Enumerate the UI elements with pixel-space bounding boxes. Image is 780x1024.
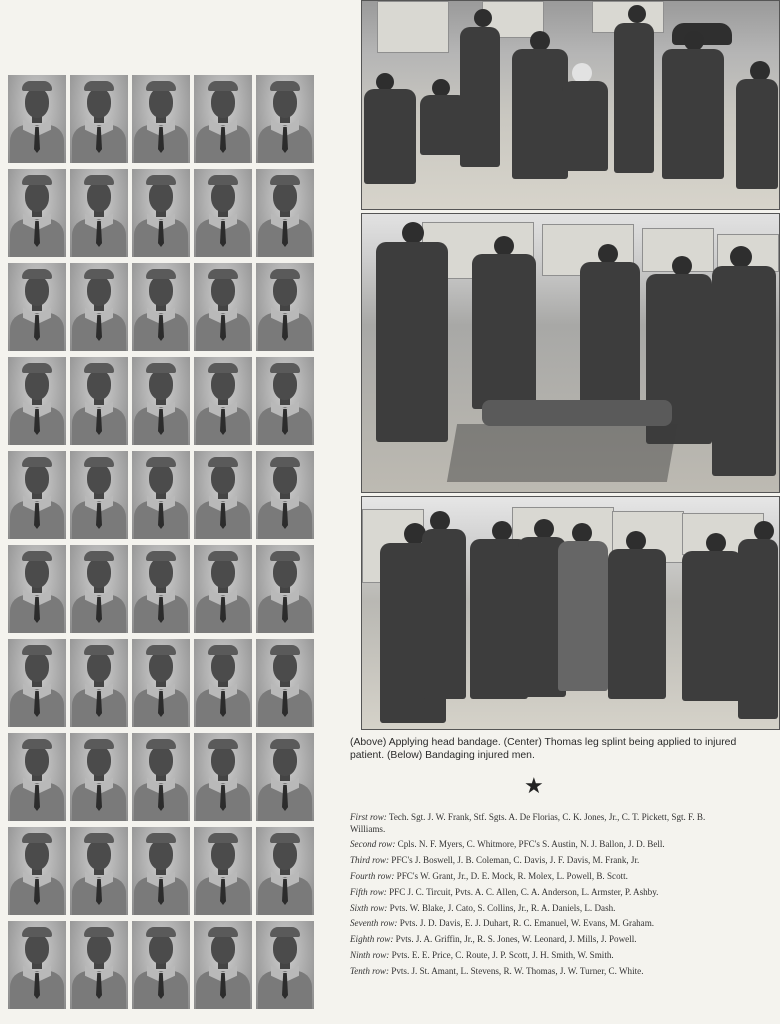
portrait-photo [132, 545, 190, 633]
row-label: Second row: [350, 839, 396, 850]
row-label: Tenth row: [350, 965, 389, 976]
portrait-photo [70, 921, 128, 1009]
row-entry [350, 812, 730, 835]
row-names: Pvts. J. St. Amant, L. Stevens, R. W. Thomas, J. W. Turner, C. White. [391, 965, 644, 976]
row-label: Sixth row: [350, 902, 388, 913]
portrait-photo [256, 75, 314, 163]
portrait-photo [194, 357, 252, 445]
portrait-photo [132, 169, 190, 257]
row-entry [350, 871, 730, 883]
portrait-photo [8, 75, 66, 163]
row-names: Cpls. N. F. Myers, C. Whitmore, PFC's S. Austin, N. J. Ballon, J. D. Bell. [397, 839, 665, 850]
portrait-photo [132, 357, 190, 445]
portrait-photo [8, 733, 66, 821]
portrait-photo [256, 169, 314, 257]
portrait-photo [132, 827, 190, 915]
portrait-photo [70, 545, 128, 633]
portrait-photo [194, 827, 252, 915]
row-entry [350, 918, 730, 930]
leg-splint-photo [361, 213, 780, 493]
portrait-photo [70, 451, 128, 539]
portrait-photo [70, 75, 128, 163]
row-label: Eighth row: [350, 934, 394, 945]
portrait-photo [8, 357, 66, 445]
portrait-photo [132, 75, 190, 163]
row-entry [350, 887, 730, 899]
portrait-photo [132, 733, 190, 821]
head-bandage-photo [361, 0, 780, 210]
portrait-photo [256, 639, 314, 727]
portrait-photo [70, 733, 128, 821]
bandaging-photo [361, 496, 780, 730]
portrait-photo [194, 545, 252, 633]
row-names: PFC's J. Boswell, J. B. Coleman, C. Davis, J. F. Davis, M. Frank, Jr. [391, 855, 640, 866]
portrait-photo [8, 921, 66, 1009]
photo-caption: (Above) Applying head bandage. (Center) Thomas leg splint being applied to injured patient. (Below) Bandaging injured men. [350, 737, 737, 761]
portrait-photo [256, 357, 314, 445]
row-label: Fifth row: [350, 886, 387, 897]
portrait-photo [194, 263, 252, 351]
row-label: Fourth row: [350, 870, 395, 881]
portrait-photo [194, 451, 252, 539]
portrait-photo [8, 827, 66, 915]
portrait-photo [70, 263, 128, 351]
portrait-photo [194, 733, 252, 821]
portrait-photo [70, 357, 128, 445]
portrait-photo [132, 263, 190, 351]
row-names: Tech. Sgt. J. W. Frank, Stf. Sgts. A. De Florias, C. K. Jones, Jr., C. T. Pickett, Sgt. F. B. Williams. [350, 812, 706, 834]
portrait-photo [194, 921, 252, 1009]
portrait-photo [256, 263, 314, 351]
row-names: Pvts. W. Blake, J. Cato, S. Collins, Jr., R. A. Daniels, L. Dash. [389, 902, 616, 913]
portrait-photo [132, 921, 190, 1009]
row-entry [350, 839, 730, 851]
row-entry [350, 966, 730, 978]
row-label: Seventh row: [350, 918, 398, 929]
row-names: PFC's W. Grant, Jr., D. E. Mock, R. Molex, L. Powell, B. Scott. [396, 870, 628, 881]
row-entry [350, 934, 730, 946]
row-names: Pvts. J. D. Davis, E. J. Duhart, R. C. Emanuel, W. Evans, M. Graham. [399, 918, 655, 929]
portrait-photo [256, 545, 314, 633]
row-entry [350, 855, 730, 867]
portrait-photo [194, 639, 252, 727]
row-entry [350, 950, 730, 962]
portrait-photo [256, 451, 314, 539]
portrait-grid [8, 75, 316, 1009]
portrait-photo [8, 263, 66, 351]
portrait-photo [70, 639, 128, 727]
row-entry [350, 903, 730, 915]
portrait-photo [256, 827, 314, 915]
row-label: Third row: [350, 855, 389, 866]
star-icon: ★ [524, 774, 544, 799]
portrait-photo [256, 921, 314, 1009]
row-names: Pvts. J. A. Griffin, Jr., R. S. Jones, W. Leonard, J. Mills, J. Powell. [395, 934, 637, 945]
portrait-photo [194, 75, 252, 163]
portrait-photo [8, 451, 66, 539]
portrait-photo [8, 639, 66, 727]
portrait-photo [70, 169, 128, 257]
portrait-photo [256, 733, 314, 821]
portrait-photo [132, 451, 190, 539]
row-name-list [350, 812, 730, 981]
row-names: Pvts. E. E. Price, C. Route, J. P. Scott, J. H. Smith, W. Smith. [391, 949, 614, 960]
portrait-photo [194, 169, 252, 257]
portrait-photo [132, 639, 190, 727]
portrait-photo [8, 169, 66, 257]
portrait-photo [70, 827, 128, 915]
row-names: PFC J. C. Tircuit, Pvts. A. C. Allen, C. A. Anderson, L. Armster, P. Ashby. [389, 886, 659, 897]
portrait-photo [8, 545, 66, 633]
row-label: Ninth row: [350, 949, 390, 960]
row-label: First row: [350, 812, 387, 822]
